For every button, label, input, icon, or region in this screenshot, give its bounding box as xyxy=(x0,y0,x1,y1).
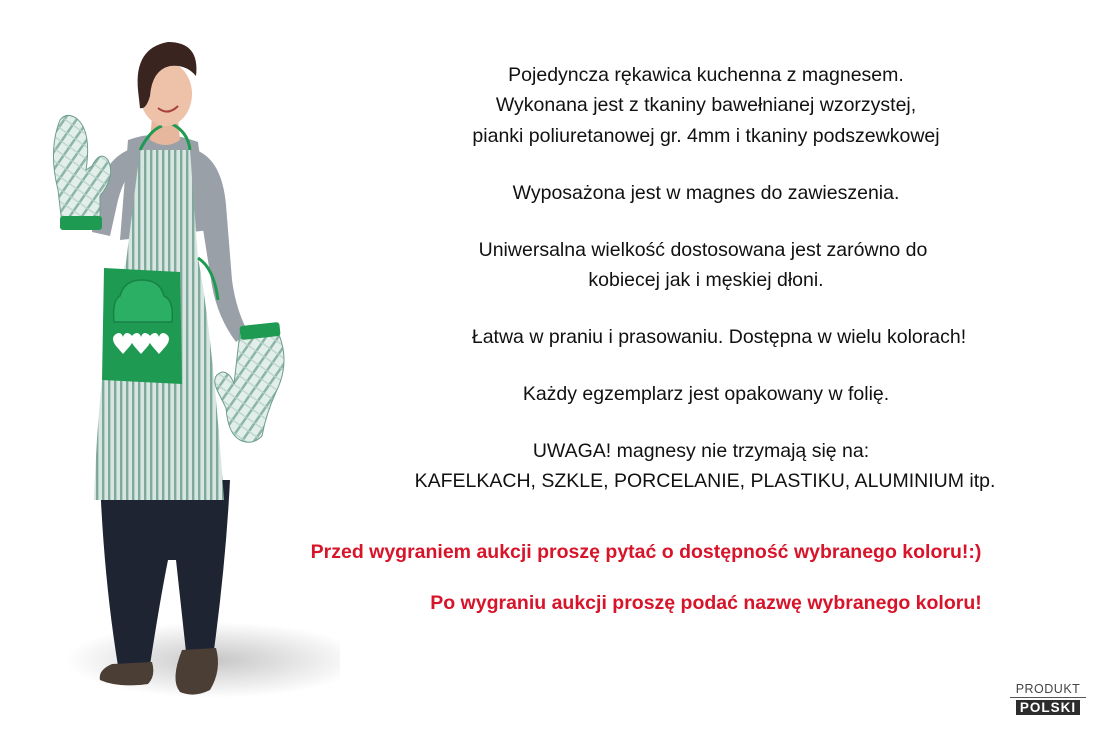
description-line: pianki poliuretanowej gr. 4mm i tkaniny podszewkowej xyxy=(472,125,940,147)
description-line: Łatwa w praniu i prasowaniu. Dostępna w wielu kolorach! xyxy=(471,326,967,348)
description-line: Wyposażona jest w magnes do zawieszenia. xyxy=(512,182,900,204)
produkt-polski-badge xyxy=(1010,683,1086,723)
description-line: Każdy egzemplarz jest opakowany w folię. xyxy=(522,383,890,405)
notice-after-auction: Po wygraniu aukcji proszę podać nazwę wybranego koloru! xyxy=(430,592,982,614)
badge-line-2: POLSKI xyxy=(1016,700,1080,716)
badge-line-1: PRODUKT xyxy=(1010,683,1086,698)
description-line: Pojedyncza rękawica kuchenna z magnesem. xyxy=(508,64,904,86)
description-line: Uniwersalna wielkość dostosowana jest zarówno do xyxy=(478,239,928,261)
warning-materials-line: KAFELKACH, SZKLE, PORCELANIE, PLASTIKU, ALUMINIUM itp. xyxy=(414,470,996,492)
description-line: Wykonana jest z tkaniny bawełnianej wzorzystej, xyxy=(495,94,917,116)
warning-line: UWAGA! magnesy nie trzymają się na: xyxy=(532,440,870,462)
description-line: kobiecej jak i męskiej dłoni. xyxy=(588,269,824,291)
notice-before-auction: Przed wygraniem aukcji proszę pytać o dostępność wybranego koloru!:) xyxy=(310,541,982,563)
